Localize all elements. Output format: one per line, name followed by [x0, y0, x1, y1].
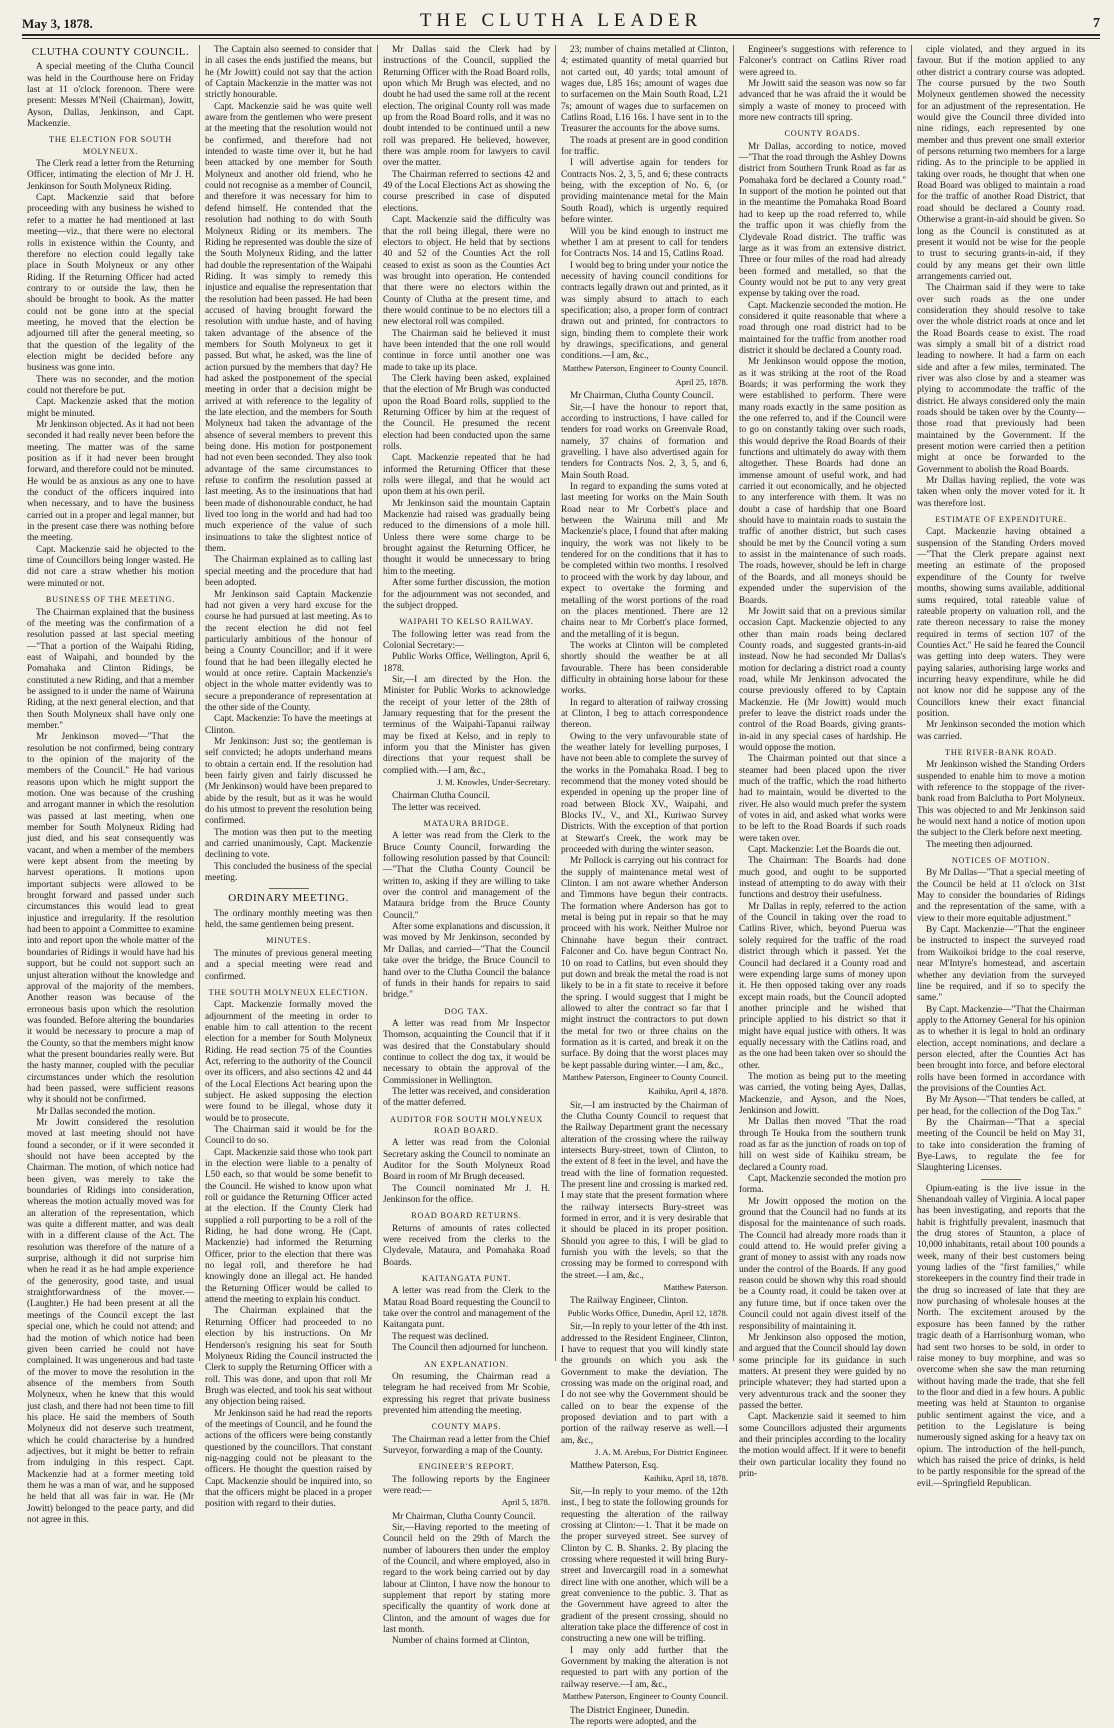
masthead — [22, 10, 1100, 36]
section-heading: NOTICES OF MOTION. — [951, 856, 1051, 866]
paragraph: Matthew Paterson, Esq. — [570, 1461, 659, 1472]
paragraph: Capt. Mackenzie: Let the Boards die out. — [748, 845, 901, 856]
signature-line: J. M. Knowles, Under-Secretary. — [437, 777, 550, 787]
paragraph: The Chairman explained as to calling last special meeting and the procedure that had been adopted. — [205, 555, 372, 589]
paragraph: Chairman Clutha Council. — [392, 791, 490, 802]
newspaper-title: THE CLUTHA LEADER — [419, 10, 703, 31]
masthead-rule — [22, 38, 1100, 39]
paragraph: Mr Jenkinson said he had read the reports of the meetings of Council, and he found the actions of the officers were being constantly questioned by the councillors. That constant nig-nagging could not be pleasant to the officers. He thought the question raised by Capt. Mackenzie should be inquired into, so that the officers might be placed in a proper position with regard to their duties. — [205, 1408, 372, 1510]
paragraph: The Chairman said if they were to take over such roads as the one under consideration they should resolve to take over the whole district roads at once and let the Road Boards cease to exist. The road was simply a small bit of a district road leading to nowhere. It had a farm on each side and after a few miles, terminated. The river was also close by and a steamer was plying to accommodate the traffic of the district. He always considered only the main roads should be taken over by the County—those road that previously had been maintained by the Government. If the present motion were carried then a petition might at once be forwarded to the Government to abolish the Road Boards. — [917, 283, 1085, 475]
paragraph: Mr Dallas in reply, referred to the action of the Council in taking over the road to Catlins River, which, beyond Puerua was solely required for the traffic of the road district through which it passed. Yet the Council had declared it a County road and were expending large sums of money upon it. He then opposed taking over any roads except main roads, but the Council adopted another principle and he wished that principle applied to his district so that it might have equal justice with others. It was equally necessary with the Catlins road, and as the one had been taken over so should the other. — [739, 901, 906, 1071]
signature-line: Kaihiku, April 4, 1878. — [648, 1086, 728, 1097]
paragraph: The ordinary monthly meeting was then held, the same gentlemen being present. — [205, 908, 372, 931]
paragraph: Mr Dallas having replied, the vote was taken when only the mover voted for it. It was therefore lost. — [917, 476, 1085, 509]
column-6 — [912, 45, 1090, 1489]
section-heading: ENGINEER'S REPORT. — [418, 1462, 515, 1472]
paragraph: Owing to the very unfavourable state of the weather lately for levelling purposes, I have not been able to complete the survey of the works in the Pomahaka Road. I beg to recommend that the money voted should be expended in opening up the proper line of road between Block XV., Waipahi, and Blocks IV., V., and XI., Kuriwao Survey Districts. With the exception of that portion at Stewart's Creek, the work may be proceeded with during the winter season. — [561, 731, 728, 856]
paragraph: The Clerk having been asked, explained that the election of Mr Brugh was conducted upon the Road Board rolls, supplied to the Returning Officer by him at the request of the Council. He presumed the recent election had been conducted upon the same rolls. — [383, 373, 550, 453]
paragraph: Mr Jenkinson wished the Standing Orders suspended to enable him to move a motion with reference to the stoppage of the river-bank road from Balclutha to Port Molyneux. This was objected to and Mr Jenkinson said he would next hand a notice of motion upon the subject to the Clerk before next meeting. — [917, 760, 1085, 839]
paragraph: Capt. Mackenzie seconded the motion pro forma. — [739, 1174, 906, 1196]
paragraph: The District Engineer, Dunedin. — [570, 1705, 690, 1716]
section-heading: COUNTY MAPS. — [431, 1422, 502, 1432]
paragraph: The reports were adopted, and the — [570, 1716, 697, 1727]
paragraph: A letter was read from Mr Inspector Thomson, acquainting the Council that if it was desired that the Constabulary should continue to collect the dog tax, it would be necessary to obtain the approval of the Commissioner in Wellington. — [383, 1018, 550, 1086]
paragraph: In regard to expanding the sums voted at last meeting for works on the Main South Road near to Mr Corbett's place and between the Wairuna mill and Mr Mackenzie's place, I found that after making inquiry, the work was not likely to be tendered for on the conditions that it has to be completed within two months. I resolved to proceed with the work by day labour, and expect to overtake the forming and metalling of the worst portions of the road on the places mentioned. There are 12 chains near to Mr Corbett's place formed, and the metalling of it is begun. — [561, 482, 728, 640]
paragraph: The Captain also seemed to consider that in all cases the ends justified the means, but he (Mr Jowitt) could not say that the action of Captain Mackenzie in the matter was not strictly honourable. — [205, 45, 372, 101]
paragraph: Mr Jenkinson objected. As it had not been seconded it had really never been before the meeting. The matter was of the same position as if it had never been brought forward, and therefore could not be minuted. He would be as anxious as any one to have the conduct of the officers inquired into when necessary, and to have the business carried out in a proper and legal manner, but in the present case there was nothing before the meeting. — [27, 420, 194, 544]
paragraph: Returns of amounts of rates collected were received from the clerks to the Clydevale, Mataura, and Pomahaka Road Boards. — [383, 1223, 550, 1268]
paragraph: Mr Chairman, Clutha County Council. — [392, 1511, 536, 1522]
paragraph: Mr Jowitt considered the resolution moved at last meeting should not have found a seconder, or if it were seconded it should not have been accepted by the Chairman. The motion, of which notice had been given, was merely to take the boundaries of Ridings into consideration, whereas the motion actually moved was for an alteration of the representation, which was quite a different matter, and was dealt with in a different clause of the Act. The resolution was therefore of the nature of a surprise, although it did not surprise him when he read it as he had ample experience of the generosity, good taste, and usual straightforwardness of the mover.— (Laughter.) He had been present at all the meetings of the Council except the last special one, which he could not attend; and had the motion of which notice had been given been carried he could not have complained. It was ungenerous and bad taste of the mover to move the resolution in the absence of the members from South Molyneux, when he knew that this would just clash, and there had not been time to fill his place. He said the members of South Molyneux did not deserve such treatment, which he could characterise by a hundred adjectives, but it might be better to refrain from indulging in this respect. Capt. Mackenzie had at a former meeting told them he was a man of war, and he supposed he held that all was fair in war. He (Mr Jowitt) belonged to the peace party, and did not agree in this. — [27, 1117, 194, 1525]
paragraph: Mr Pollock is carrying out his contract for the supply of maintenance metal west of Clinton. I am not aware whether Anderson and Timmons have begun their contracts. The formation where Anderson has got to metal is being put in repair so that he may proceed with his work. Neither Mulroe nor Chinnahe have begun their contract. Falconer and Co. have begun Contract No. 10 on road to Catlins, but even should they put down and break the metal the road is not likely to be in a fit state to receive it before the spring. I would suggest that I might be allowed to alter the contract so far that I might instruct the contractors to put down the metal for two or three chains on the formation as it is carted, and break it on the surface. By doing that the worst places may be kept passable during winter.—I am, &c., — [561, 856, 728, 1071]
paragraph: The Clerk read a letter from the Returning Officer, intimating the election of Mr J. H. Jenkinson for South Molyneux Riding. — [27, 159, 194, 192]
paragraph: Will you be kind enough to instruct me whether I am at present to call for tenders for Contracts Nos. 14 and 15, Catlins Road. — [561, 226, 728, 260]
paragraph: The request was declined. — [392, 1331, 489, 1342]
section-heading: THE SOUTH MOLYNEUX ELECTION. — [208, 987, 369, 997]
paragraph: There was no seconder, and the motion could not therefore be put. — [27, 374, 194, 396]
paragraph: Capt. Mackenzie: To have the meetings at Clinton. — [205, 714, 372, 736]
paragraph: Mr Dallas seconded the motion. — [36, 1106, 156, 1117]
paragraph: The Council then adjourned for luncheon. — [392, 1343, 548, 1354]
section-heading: ROAD BOARD RETURNS. — [411, 1211, 522, 1221]
column-1 — [22, 45, 200, 1525]
paragraph: The motion was then put to the meeting and carried unanimously, Capt. Mackenzie declining to vote. — [205, 827, 372, 861]
paragraph: Capt. Mackenzie formally moved the adjournment of the meeting in order to enable him to call attention to the recent election for a member for South Molyneux Riding. He read section 75 of the Counties Act, referring to the authority of the Council over its officers, and also sections 42 and 44 of the Local Elections Act bearing upon the subject. He asked supposing the election were found to be illegal, whose duty it would be to prosecute. — [205, 1000, 372, 1124]
paragraph: Mr Jenkinson: Just so; the gentleman is self convicted; he adopts underhand means to obtain a certain end. If the resolution had been fairly given and fairly discussed he (Mr Jenkinson) would have been prepared to abide by the result, but as it was he would do his utmost to prevent the resolution being confirmed. — [205, 736, 372, 827]
paragraph: Sir,—In reply to your letter of the 4th inst. addressed to the Resident Engineer, Clinton, I have to request that you will kindly state the grounds on which you ask the Government to make the deviation. The crossing was made on the original road, and I do not see why the Government should be called on to bear the expense of the proposed deviation and to part with a portion of the railway reserve as well.—I am, &c., — [561, 1322, 728, 1446]
paragraph: The minutes of previous general meeting and a special meeting were read and confirmed. — [205, 948, 372, 982]
signature-line: J. A. M. Arebus, For District Engineer. — [595, 1446, 728, 1457]
issue-date: May 3, 1878. — [22, 16, 93, 31]
paragraph: I will advertise again for tenders for Contracts Nos. 2, 3, 5, and 6; these contracts being, with the exception of No. 6, (or providing maintenance metal for the Main South Road), which is urgently required before winter. — [561, 158, 728, 226]
paragraph: By Capt. Mackenzie—"That the Chairman apply to the Attorney General for his opinion as to whether it is legal to hold an ordinary election, accept nominations, and declare a person elected, after the Counties Act has been brought into force, and before electoral rolls have been formed in accordance with the provisions of the Counties Act. — [917, 1004, 1085, 1094]
paragraph: Capt. Mackenzie said it seemed to him some Councillors adjusted their arguments and their principles according to the locality the motion would affect. If it were to benefit their own particular locality they found no prin- — [739, 1412, 906, 1479]
paragraph: The Chairman said he believed it must have been intended that the one roll would continue in force until another one was made to take up its place. — [383, 328, 550, 373]
paragraph: After some explanations and discussion, it was moved by Mr Jenkinson, seconded by Mr Dallas, and carried—"That the Council take over the bridge, the Bruce Council to hand over to the Clutha Council the balance of funds in their hands for repairs to said bridge." — [383, 922, 550, 1001]
paragraph: The following letter was read from the Colonial Secretary:— — [383, 629, 550, 651]
signature-line: April 5, 1878. — [501, 1497, 550, 1508]
paragraph: Capt. Mackenzie said the difficulty was that the roll being illegal, there were no electors to object. He held that by sections 40 and 52 of the Counties Act the roll ceased to exist as soon as the Counties Act was brought into operation. He contended that there were no electors within the County of Clutha at the present time, and there would continue to be no electors till a new electoral roll was compiled. — [383, 215, 550, 328]
paragraph: The Council nominated Mr J. H. Jenkinson for the office. — [383, 1183, 550, 1206]
paragraph: By Mr Dallas—"That a special meeting of the Council be held at 11 o'clock on 31st May to consider the boundaries of Ridings and the representation of the same, with a view to their more equitable adjustment." — [917, 868, 1085, 924]
section-heading: WAIPAHI TO KELSO RAILWAY. — [399, 617, 534, 627]
columns — [22, 45, 1100, 1727]
paragraph: The Chairman referred to sections 42 and 49 of the Local Elections Act as showing the course prescribed in case of disputed elections. — [383, 169, 550, 214]
section-heading: KAITANGATA PUNT. — [421, 1274, 512, 1284]
paragraph: The Chairman read a letter from the Chief Surveyor, forwarding a map of the County. — [383, 1434, 550, 1456]
paragraph: The Chairman: The Boards had done much good, and ought to be supported instead of attempting to do away with their functions and destroy their usefulness. — [739, 856, 906, 901]
paragraph: Sir,—I have the honour to report that, according to instructions, I have called for tenders for road works on Greenvale Road, namely, 37 chains of formation and gravelling. I have also advertised again for tenders for Contracts Nos. 2, 3, 5, and 6, Main South Road. — [561, 402, 728, 481]
paragraph: Mr Dallas said the Clerk had by instructions of the Council, supplied the Returning Officer with the Road Board rolls, upon which Mr Brugh was elected, and no doubt he had used the same roll at the recent election. The original County roll was made up from the Road Board rolls, and it was no doubt intended to be continued until a new roll was prepared. He believed, however, there was ample room for lawyers to cavil over the matter. — [383, 45, 550, 169]
signature-line: Matthew Paterson, Engineer to County Council. — [562, 1071, 728, 1082]
paragraph: Sir,—In reply to your memo. of the 12th inst., I beg to state the following grounds for requesting the alteration of the railway crossing at Clinton:—1. That it be made on the proper surveyed street. See survey of Clinton by C. B. Shanks. 2. By placing the crossing where requested it will bring Bury-street and Invercargill road in a somewhat direct line with one another, which will be a great convenience to the public. 3. That as the Government have agreed to alter the gradient of the present crossing, should no alteration take place the difference of cost in constructing a new one will be trifling. — [561, 1486, 728, 1645]
section-heading: THE ELECTION FOR SOUTH MOLYNEUX. — [49, 135, 172, 156]
paragraph: Sir,—I am instructed by the Chairman of the Clutha County Council to request that the Railway Department grant the necessary alteration of the crossing where the railway intersects Bury-street, town of Clinton, to the extent of 8 feet in the level, and have the tread with the line of formation requested. The present line and crossing is marked red. I may state that the present formation where the railway intersects Bury-street was formed in error, and it is very desirable that it should be placed in its proper position. Should you agree to this, I will be glad to furnish you with the levels, so that the crossing may be formed to correspond with the street.—I am, &c., — [561, 1100, 728, 1281]
paragraph: The following reports by the Engineer were read:— — [383, 1474, 550, 1496]
paragraph: Engineer's suggestions with reference to Falconer's contract on Catlins River road were agreed to. — [739, 45, 906, 78]
page-number: 7 — [1093, 16, 1100, 31]
paragraph: In regard to alteration of railway crossing at Clinton, I beg to attach correspondence thereon. — [561, 697, 728, 731]
section-heading: THE RIVER-BANK ROAD. — [945, 747, 1057, 757]
paragraph: The letter was received, and consideration of the matter deferred. — [383, 1086, 550, 1109]
section-divider — [981, 1179, 1021, 1180]
paragraph: Mr Jenkinson also opposed the motion, and argued that the Council should lay down some principle for its guidance in such matters. At present they were guided by no principle whatever; they had started upon a very adventurous track and the sooner they passed the better. — [739, 1332, 906, 1411]
paragraph: Capt. Mackenzie said those who took part in the election were liable to a penalty of L50 each, so that would be some benefit to the Council. He wished to know upon what roll or guidance the Returning Officer acted at the election. If the County Clerk had supplied a roll purporting to be a roll of the Riding, he had done wrong. He (Capt. Mackenzie) had informed the Returning Officer, prior to the election that there was no legal roll, and therefore he had knowingly done an illegal act. He handed the Returning Officer would be called to attend the meeting to explain his conduct. — [205, 1147, 372, 1306]
paragraph: Capt. Mackenzie said that before proceeding with any business he wished to refer to a matter he had mentioned at last meeting—viz., that there were no electoral rolls in existence within the County, and therefore no election could legally take place in South Molyneux or any other Riding. If the Returning Officer had acted contrary to or outside the law, then he should be brought to book. As the matter could not be gone into at the special meeting, he moved that the election be adjourned till after the general meeting, so that the question of the legality of the election might be decided before any business was gone into. — [27, 193, 194, 374]
section-heading: MINUTES. — [266, 936, 311, 946]
paragraph: Mr Jowitt said the season was now so far advanced that he was afraid the it would be simply a waste of money to proceed with more new contracts till spring. — [739, 79, 906, 124]
signature-line: Public Works Office, Dunedin, April 12, 1878. — [567, 1307, 728, 1318]
paragraph: Capt. Mackenzie having obtained a suspension of the Standing Orders moved—"That the Clerk prepare against next meeting an estimate of the proposed expenditure of the County for twelve months, showing sums available, additional sums required, total rateable value of rateable property on valuation roll, and the rate thereon necessary to raise the money required in terms of section 107 of the Counties Act." He said he feared the Council was getting into deep waters. They were paying salaries, authorising large works and incurring heavy expenditure, while he did not know nor did he suppose any of the Councillors knew their exact financial position. — [917, 527, 1085, 719]
paragraph: The Chairman explained that the Returning Officer had proceeded to no election by his instructions. On Mr Henderson's resigning his seat for South Molyneux Riding the Council instructed the Clerk to supply the Returning Officer with a roll. This was done, and upon that roll Mr Brugh was elected, and took his seat without any objection being raised. — [205, 1306, 372, 1408]
signature-line: Matthew Paterson, Engineer to County Council. — [562, 1691, 728, 1702]
column-5 — [734, 45, 912, 1479]
paragraph: Capt. Mackenzie said he was quite well aware from the gentlemen who were present at the meeting that the resolution would not be confirmed, and therefore had not intended to waste time over it, but he had been attacked by one member for South Molyneux and another old friend, who he could not recognise as a member of Council, and therefore it was necessary for him to defend himself. He contended that the resolution had nothing to do with South Molyneux Riding or its members. The Riding he represented was double the size of the South Molyneux Riding, and the latter had double the representation of the Waipahi Riding. It was simply to remedy this injustice and equalise the representation that the resolution had been passed. He had been accused of having brought forward the resolution with undue haste, and of having taken advantage of the absence of the members for South Molyneux to get it passed. But what, he asked, was the line of action pursued by the members that day? He had asked the postponement of the special meeting in order that a decision might be arrived at with reference to the legality of the late election, and the members for South Molyneux had taken the advantage of the absence of several members to prevent this being done. His motion for postponement had not even been seconded. They also took advantage of the same circumstances to refuse to confirm the resolution passed at last meeting. As to the insinuations that had been made of dishonourable conduct, he had lived too long in the world and had had too much experience of the value of such insinuations to take the slightest notice of them. — [205, 101, 372, 555]
paragraph: Sir,—I am directed by the Hon. the Minister for Public Works to acknowledge the receipt of your letter of the 28th of January requesting that for the present the terminus of the Waipahi-Tapanui railway may be fixed at Kelso, and in reply to inform you that the Minister has given directions that your request shall be complied with.—I am, &c., — [383, 674, 550, 776]
paragraph: Mr Jowitt said that on a previous similar occasion Capt. Mackenzie objected to any other than main roads being declared County roads, and suggested grants-in-aid instead. Now he had seconded Mr Dallas's motion for declaring a district road a county road, while Mr Jenkinson advocated the course previously offered to by Captain Mackenzie. He (Mr Jowitt) would much prefer to leave the district roads under the control of the Road Boards, giving grants-in-aid in any special cases of hardship. He would oppose the motion. — [739, 606, 906, 753]
paragraph: A special meeting of the Clutha Council was held in the Courthouse here on Friday last at 11 o'clock forenoon. There were present: Messrs M'Neil (Chairman), Jowitt, Ayson, Dallas, Jenkinson, and Capt. Mackenzie. — [27, 62, 194, 130]
paragraph: The Chairman pointed out that since a steamer had been placed upon the river much of the traffic, which the road hitherto had to maintain, would be diverted to the river. He also would much prefer the system of votes in aid, and asked what works were to be left to the Road Boards if such roads were taken over. — [739, 754, 906, 844]
paragraph: On resuming, the Chairman read a telegram he had received from Mr Scobie, expressing his regret that private business prevented him attending the meeting. — [383, 1371, 550, 1416]
paragraph: Capt. Mackenzie seconded the motion. He considered it quite reasonable that where a road through one road district had to be maintained for the traffic from another road district it should be declared a County road. — [739, 300, 906, 356]
column-4 — [556, 45, 734, 1727]
paragraph: 23; number of chains metalled at Clinton, 4; estimated quantity of metal quarried but not carted out, 40 yards; total amount of wages due, L85 16s; amount of wages due to surfacemen on the Main South Road, L21 7s; amount of wages due to surfacemen on Catlins Road, L16 16s. I have sent in to the Treasurer the accounts for the above sums. — [561, 45, 728, 135]
paragraph: By Capt. Mackenzie—"That the engineer be instructed to inspect the surveyed road from Waikoikoi bridge to the coal reserve, near M'Intyre's homestead, and ascertain whether any deviation from the surveyed line be required, and if so to specify the same." — [917, 925, 1085, 1004]
paragraph: The Chairman said it would be for the Council to do so. — [205, 1124, 372, 1147]
signature-line: Matthew Paterson, Engineer to County Council. — [562, 362, 728, 373]
article-headline: CLUTHA COUNTY COUNCIL. — [31, 46, 190, 58]
paragraph: The letter was received. — [392, 802, 481, 813]
paragraph: A letter was read from the Clerk to the Matau Road Board requesting the Council to take over the control and management of the Kaitangata punt. — [383, 1286, 550, 1331]
paragraph: The Chairman explained that the business of the meeting was the confirmation of a resolution passed at last special meeting—"That a portion of the Waipahi Riding, east of Waipahi, and bounded by the Pomahaka and Clinton Ridings, be constituted a new Riding, and that a member be assigned to it under the name of Wairuna Riding, at the next general election, and that then South Molyneux shall have only one member." — [27, 607, 194, 731]
paragraph: Mr Dallas, according to notice, moved—"That the road through the Ashley Downs district from Southern Trunk Road as far as Pomahaka ford be declared a County road." In support of the motion he pointed out that in the meantime the Pomahaka Road Board had to keep up the road referred to, while the traffic upon it was chiefly from the Clydevale Road district. The traffic was large as it was from an extensive district. Three or four miles of the road had already been formed and metalled, so that the County would not be put to any very great expense by taking over the road. — [739, 141, 906, 300]
paragraph: I may only add further that the Government by making the alteration is not requested to part with any portion of the railway reserve.—I am, &c., — [561, 1645, 728, 1690]
paragraph: Number of chains formed at Clinton, — [392, 1636, 530, 1647]
paragraph: Mr Jenkinson would oppose the motion, as it was striking at the root of the Road Boards; it was performing the work they were established to perform. There were many roads exactly in the same position as the one referred to, and if the Council were to go on constantly taking over such roads, this would deprive the Road Boards of their functions and ultimately do away with them altogether. These Boards had done an immense amount of useful work, and had carried it out economically, and he objected to any interference with them. It was no doubt a case of hardship that one Board should have to maintain roads to sustain the traffic of another district, but such cases should be met by the Council voting a sum to assist in the maintenance of such roads. The roads, however, should be left in charge of the Boards, and all moneys should be expended under the supervision of the Boards. — [739, 357, 906, 606]
paragraph: A letter was read from the Clerk to the Bruce County Council, forwarding the following resolution passed by that Council:—"That the Clutha County Council be written to, asking if they are willing to take over the control and management of the Mataura bridge from the Bruce County Council." — [383, 831, 550, 921]
paragraph: Opium-eating is the live issue in the Shenandoah valley of Virginia. A local paper has been investigating, and reports that the habit is frightfully prevalent, inasmuch that the drug stores of Staunton, a place of 10,000 inhabitants, retail about 100 pounds a week, many of their best customers being young ladies of the "first families," while storekeepers in the country find their trade in the drug so increased of late that they are now purchasing of wholesale houses at the North. The excitement aroused by the exposure has been fanned by the rather tragic death of a Harrisonburg woman, who had sent two horses to be sold, in order to raise money to buy morphine, and was so overcome when she saw the man returning without having made the trade, that she fell to the floor and died in a few hours. A public meeting was held at Staunton to organise public sentiment against the vice, and a petition to the Legislature is being numerously signed asking for a heavy tax on opium. The introduction of the hell-punch, which has raised the price of drinks, is held to be partly responsible for the spread of the evil.—Springfield Republican. — [917, 1183, 1085, 1489]
paragraph: Mr Jenkinson said Captain Mackenzie had not given a very hard excuse for the course he had pursued at last meeting. As to the recent election he did not feel particularly ambitious of the honour of being a County Councillor; and if it were found that he had been illegally elected he would at once retire. Captain Mackenzie's object in the whole matter evidently was to secure a preponderance of representation at the other side of the County. — [205, 589, 372, 713]
section-heading: MATAURA BRIDGE. — [423, 819, 510, 829]
paragraph: The meeting then adjourned. — [926, 839, 1033, 850]
paragraph: The roads at present are in good condition for traffic. — [561, 135, 728, 158]
signature-line: April 25, 1878. — [675, 376, 728, 387]
article-headline: ORDINARY MEETING. — [228, 892, 349, 905]
section-heading: COUNTY ROADS. — [784, 129, 861, 139]
paragraph: The Railway Engineer, Clinton. — [570, 1296, 689, 1307]
section-heading: ESTIMATE OF EXPENDITURE. — [935, 515, 1067, 525]
paragraph: By the Chairman—"That a special meeting of the Council be held on May 31, to take into consideration the framing of Bye-Laws, to regulate the fee for Slaughtering Licenses. — [917, 1117, 1085, 1174]
section-heading: AUDITOR FOR SOUTH MOLYNEUX ROAD BOARD. — [390, 1114, 543, 1135]
section-divider — [269, 888, 309, 889]
paragraph: After some further discussion, the motion for the adjournment was not seconded, and the subject dropped. — [383, 578, 550, 611]
paragraph: The motion as being put to the meeting was carried, the voting being Ayes, Dallas, Mackenzie, and Ayson, and the Noes, Jenkinson and Jowitt. — [739, 1071, 906, 1116]
paragraph: Mr Chairman, Clutha County Council. — [570, 391, 714, 402]
paragraph: A letter was read from the Colonial Secretary asking the Council to nominate an Auditor for the South Molyneux Road Board in room of Mr Brugh deceased. — [383, 1138, 550, 1183]
paragraph: Capt. Mackenzie asked that the motion might be minuted. — [27, 397, 194, 419]
paragraph: Capt. Mackenzie said he objected to the time of Councillors being longer wasted. He did not care a straw whether his motion were minuted or not. — [27, 544, 194, 589]
paragraph: Public Works Office, Wellington, April 6, 1878. — [383, 652, 550, 674]
paragraph: The works at Clinton will be completed shortly should the weather be at all favourable. There has been considerable difficulty in obtaining horse labour for these works. — [561, 640, 728, 697]
paragraph: Sir,—Having reported to the meeting of Council held on the 29th of March the number of labourers then under the employ of the Council, and where employed, also in regard to the work being carried out by day labour at Clinton, I have now the honour to supplement that report by stating more specifically the quantity of work done at Clinton, and the amount of wages due for last month. — [383, 1522, 550, 1636]
paragraph: Mr Jenkinson moved—"That the resolution be not confirmed, being contrary to the opinion of the majority of the members of the Council." He had various reasons upon which he might support the motion. One was because of the crushing and arrogant manner in which the resolution was passed at last meeting, when one member for South Molyneux Riding had just died, and his seat consequently was vacant, and when a member of the members were kept absent from the meeting by harvest operations. It motions upon important subjects were allowed to be brought forward and passed under such circumstances this would lead to great injustice and irregularity. If the resolution had been to appoint a Committee to examine into and report upon the whole matter of the boundaries of Ridings it would have had his support, but he could not support such an unjust alteration without the knowledge and approval of the majority of the members. Another reason was because of the erroneous basis upon which the resolution was founded. Before altering the boundaries it would be necessary to procure a map of the County, so that the members might know what the present boundaries really were. But the hasty manner, coupled with the peculiar circumstances under which the resolution had been passed, were sufficient reasons why it should not be confirmed. — [27, 732, 194, 1106]
section-heading: BUSINESS OF THE MEETING. — [45, 595, 176, 605]
paragraph: Mr Jowitt opposed the motion on the ground that the Council had no funds at its disposal for the maintenance of such roads. The Council had already more roads than it could attend to. He would prefer giving a grant of money to assist with any roads now under the control of the Boards. If any good reason could be shown why this road should be a County road, it could be taken over at any future time, but if once taken over the Council could not again divest itself of the responsibility of maintaining it. — [739, 1196, 906, 1332]
paragraph: Mr Dallas then moved "That the road through Te Houka from the southern trunk road as far as the junction of roads on top of hill on west side of Kaihiku stream, be declared a County road. — [739, 1117, 906, 1173]
paragraph: I would beg to bring under your notice the necessity of having council conditions for contracts legally drawn out and printed, as it was simply absurd to attach to each specification; also, a proper form of contract drawn out and printed, for contractors to sign, binding them to complete their work by drawings, specifications, and general conditions.—I am, &c., — [561, 260, 728, 362]
paragraph: By Mr Ayson—"That tenders be called, at per head, for the collection of the Dog Tax." — [917, 1095, 1085, 1117]
paragraph: This concluded the business of the special meeting. — [205, 861, 372, 884]
section-heading: DOG TAX. — [444, 1006, 489, 1016]
paragraph: ciple violated, and they argued in its favour. But if the motion applied to any other district a contrary course was adopted. The course pursued by the two South Molyneux gentlemen showed the necessity for an adjustment of the representation. He would give the Council three divided into nine ridings, each represented by one member and thus prevent one small exterior of persons returning two members for a large riding. As to the principle to be applied in taking over roads, he thought that when one Road Board was obliged to maintain a road for the traffic of another Road District, that road should be declared a County road. Otherwise a grant-in-aid should be given. So long as the Council is constituted as at present it would not be wise for the people to trust to securing grants-in-aid, if they could by any means get their own little arrangements carried out. — [917, 45, 1085, 282]
paragraph: Mr Jenkinson seconded the motion which was carried. — [917, 720, 1085, 742]
section-heading: AN EXPLANATION. — [424, 1359, 509, 1369]
signature-line: Matthew Paterson. — [663, 1282, 728, 1293]
paragraph: Mr Jenkinson said the mountain Captain Mackenzie had raised was gradually being reduced to the dimensions of a mole hill. Unless there were some charge to be brought against the Returning Officer, he thought it would be unnecessary to bring him to the meeting. — [383, 498, 550, 577]
column-2 — [200, 45, 378, 1510]
paragraph: Capt. Mackenzie repeated that he had informed the Returning Officer that these rolls were illegal, and that he would act upon them at his own peril. — [383, 453, 550, 498]
signature-line: Kaihiku, April 18, 1878. — [643, 1472, 728, 1483]
column-3 — [378, 45, 556, 1647]
